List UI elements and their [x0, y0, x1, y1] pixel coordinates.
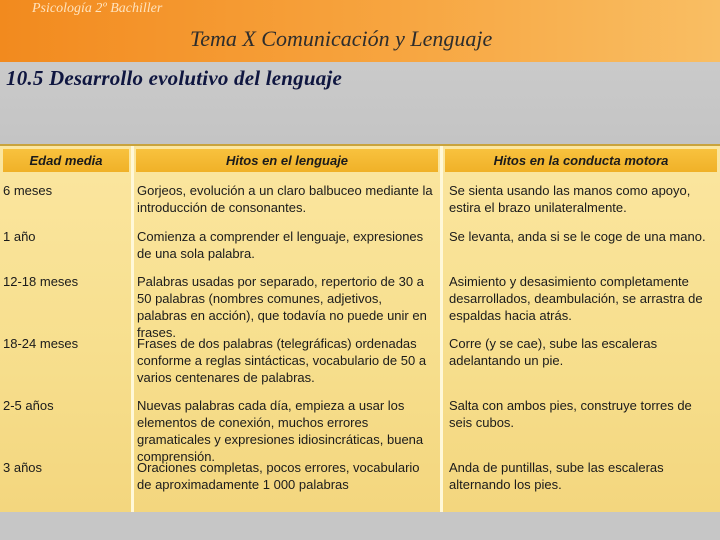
age-cell: 1 año	[3, 229, 36, 244]
age-cell: 12-18 meses	[3, 274, 79, 289]
age-cell: 18-24 meses	[3, 336, 79, 351]
motor-cell: Asimiento y desasimiento completamente desarrollados, deambulación, se arrastra de espaldas hacia atrás.	[449, 274, 703, 323]
language-cell: Frases de dos palabras (telegráficas) ordenadas conforme a reglas sintácticas, vocabulario de 50 a varios centenares de palabras.	[137, 336, 427, 385]
age-cell: 6 meses	[3, 183, 53, 198]
column-divider	[440, 146, 443, 512]
motor-cell: Se levanta, anda si se le coge de una mano.	[449, 229, 706, 244]
motor-cell: Se sienta usando las manos como apoyo, estira el brazo unilateralmente.	[449, 183, 691, 215]
language-cell: Oraciones completas, pocos errores, vocabulario de aproximadamente 1 000 palabras	[137, 460, 420, 492]
theme-title: Tema X Comunicación y Lenguaje	[190, 26, 493, 51]
language-cell: Nuevas palabras cada día, empieza a usar los elementos de conexión, muchos errores gramaticales y expresiones idiosincráticas, buena comprensión.	[137, 398, 424, 464]
header-age: Edad media	[3, 149, 129, 172]
development-table	[0, 144, 720, 514]
language-cell: Palabras usadas por separado, repertorio de 30 a 50 palabras (nombres comunes, adjetivos, palabras en acción), que todavía no puede unir en frases.	[137, 274, 427, 340]
header-language: Hitos en el lenguaje	[136, 149, 438, 172]
language-cell: Comienza a comprender el lenguaje, expresiones de una sola palabra.	[137, 229, 424, 261]
slide-footer	[0, 512, 720, 540]
column-divider	[131, 146, 134, 512]
page-title: 10.5 Desarrollo evolutivo del lenguaje	[6, 66, 342, 90]
motor-cell: Anda de puntillas, sube las escaleras alternando los pies.	[449, 460, 664, 492]
header-motor: Hitos en la conducta motora	[445, 149, 717, 172]
slide-header	[0, 0, 720, 62]
motor-cell: Corre (y se cae), sube las escaleras adelantando un pie.	[449, 336, 658, 368]
language-cell: Gorjeos, evolución a un claro balbuceo mediante la introducción de consonantes.	[137, 183, 433, 215]
age-cell: 3 años	[3, 460, 43, 475]
motor-cell: Salta con ambos pies, construye torres de seis cubos.	[449, 398, 692, 430]
age-cell: 2-5 años	[3, 398, 54, 413]
title-area	[0, 62, 720, 144]
course-label: Psicología 2º Bachiller	[32, 1, 163, 16]
